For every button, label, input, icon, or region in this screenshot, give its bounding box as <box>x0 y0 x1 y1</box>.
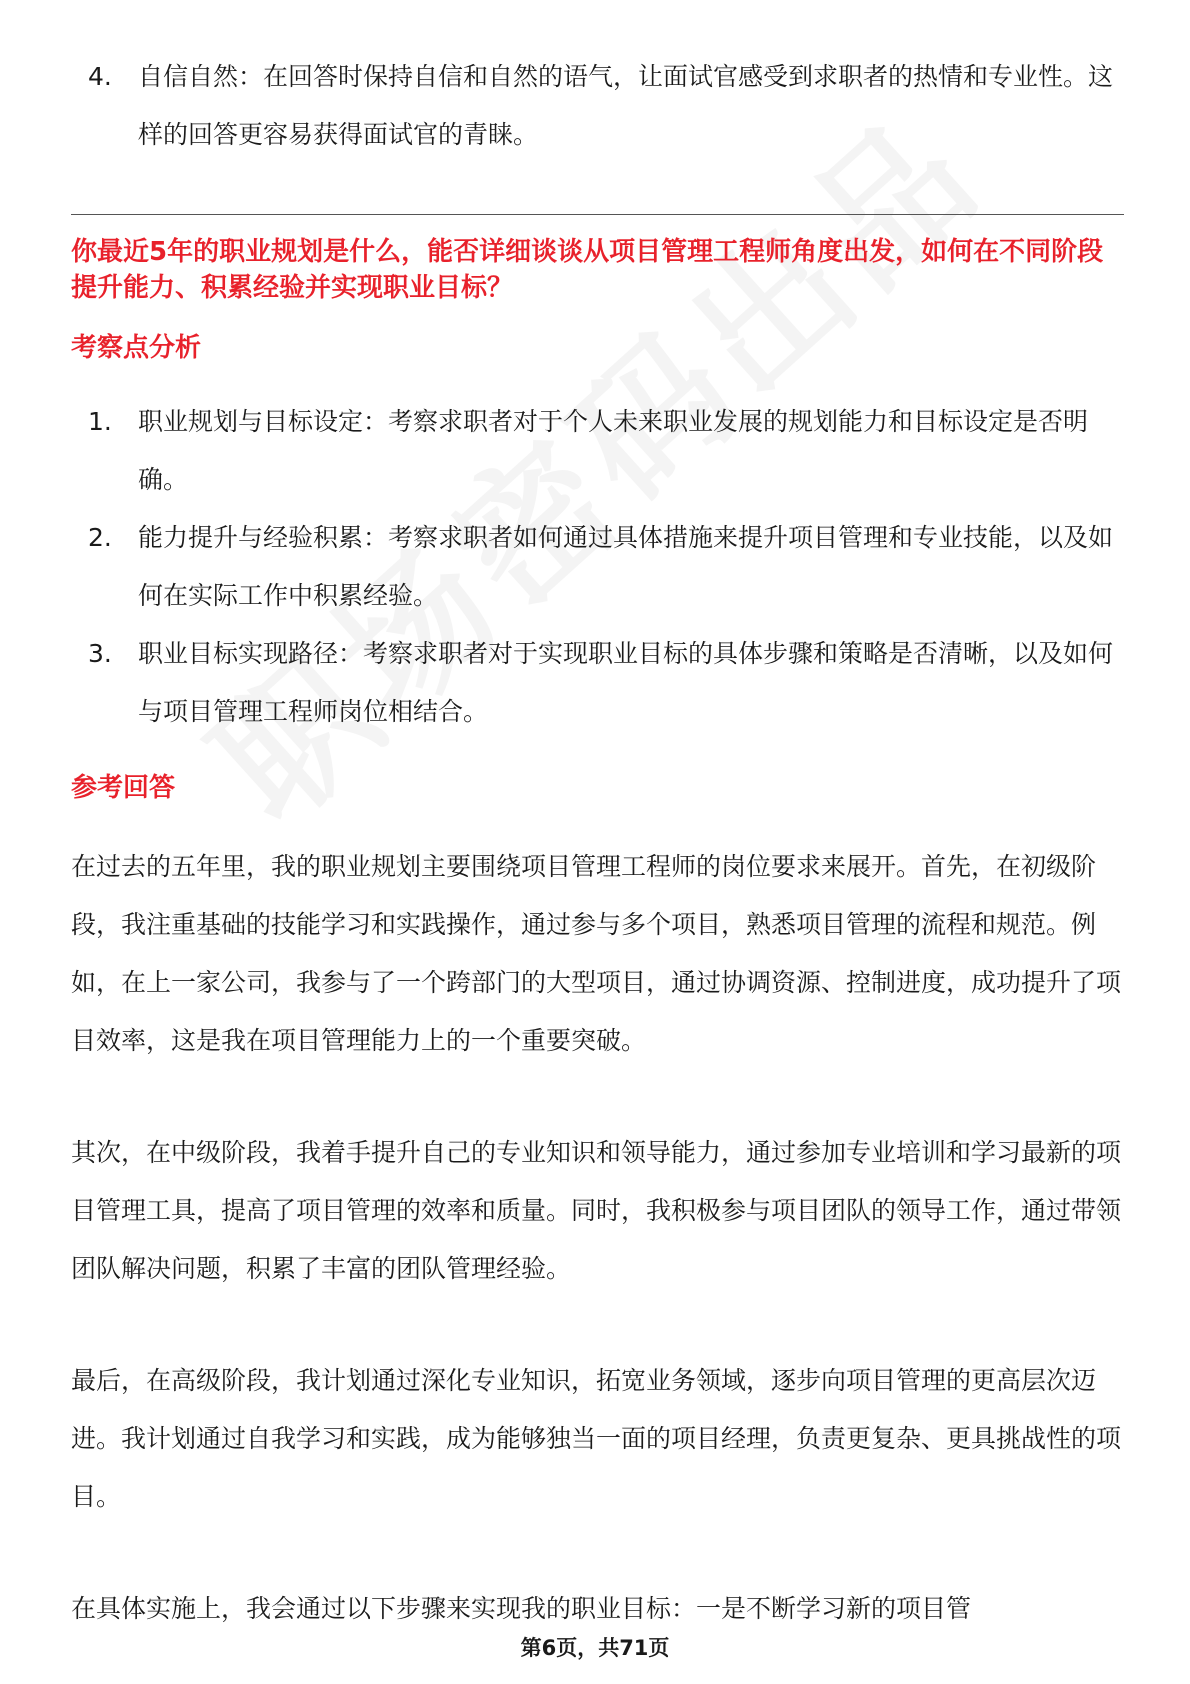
list-item <box>88 48 1118 164</box>
list-item <box>88 509 1118 625</box>
intro-list <box>88 48 1118 164</box>
answer-body <box>71 838 1121 1638</box>
interview-question: 你最近5年的职业规划是什么，能否详细谈谈从项目管理工程师角度出发，如何在不同阶段提升能力、积累经验并实现职业目标？ <box>71 237 1104 303</box>
answer-paragraph: 在具体实施上，我会通过以下步骤来实现我的职业目标：一是不断学习新的项目管 <box>71 1594 972 1623</box>
list-item-text: 能力提升与经验积累：考察求职者如何通过具体措施来提升项目管理和专业技能，以及如何在实际工作中积累经验。 <box>138 523 1114 610</box>
answer-paragraph: 最后，在高级阶段，我计划通过深化专业知识，拓宽业务领域，逐步向项目管理的更高层次迈进。我计划通过自我学习和实践，成为能够独当一面的项目经理，负责更复杂、更具挑战性的项目。 <box>71 1366 1122 1511</box>
answer-paragraph: 其次，在中级阶段，我着手提升自己的专业知识和领导能力，通过参加专业培训和学习最新的项目管理工具，提高了项目管理的效率和质量。同时，我积极参与项目团队的领导工作，通过带领团队解决问题，积累了丰富的团队管理经验。 <box>71 1138 1122 1283</box>
answer-paragraph: 在过去的五年里，我的职业规划主要围绕项目管理工程师的岗位要求来展开。首先，在初级阶段，我注重基础的技能学习和实践操作，通过参与多个项目，熟悉项目管理的流程和规范。例如，在上一家公司，我参与了一个跨部门的大型项目，通过协调资源、控制进度，成功提升了项目效率，这是我在项目管理能力上的一个重要突破。 <box>71 852 1122 1055</box>
page-footer: 第6页，共71页 <box>520 1636 670 1660</box>
analysis-list <box>88 393 1118 741</box>
list-item-text: 职业规划与目标设定：考察求职者对于个人未来职业发展的规划能力和目标设定是否明确。 <box>138 407 1089 494</box>
list-number: 3. <box>88 639 112 668</box>
list-number: 1. <box>88 407 112 436</box>
list-item <box>88 625 1118 741</box>
list-number: 2. <box>88 523 112 552</box>
list-number: 4. <box>88 62 112 91</box>
analysis-heading: 考察点分析 <box>71 333 202 363</box>
list-item-text: 自信自然：在回答时保持自信和自然的语气，让面试官感受到求职者的热情和专业性。这样的回答更容易获得面试官的青睐。 <box>138 62 1114 149</box>
list-item-text: 职业目标实现路径：考察求职者对于实现职业目标的具体步骤和策略是否清晰，以及如何与项目管理工程师岗位相结合。 <box>138 639 1114 726</box>
section-divider <box>71 214 1124 215</box>
list-item <box>88 393 1118 509</box>
answer-heading: 参考回答 <box>71 773 176 803</box>
